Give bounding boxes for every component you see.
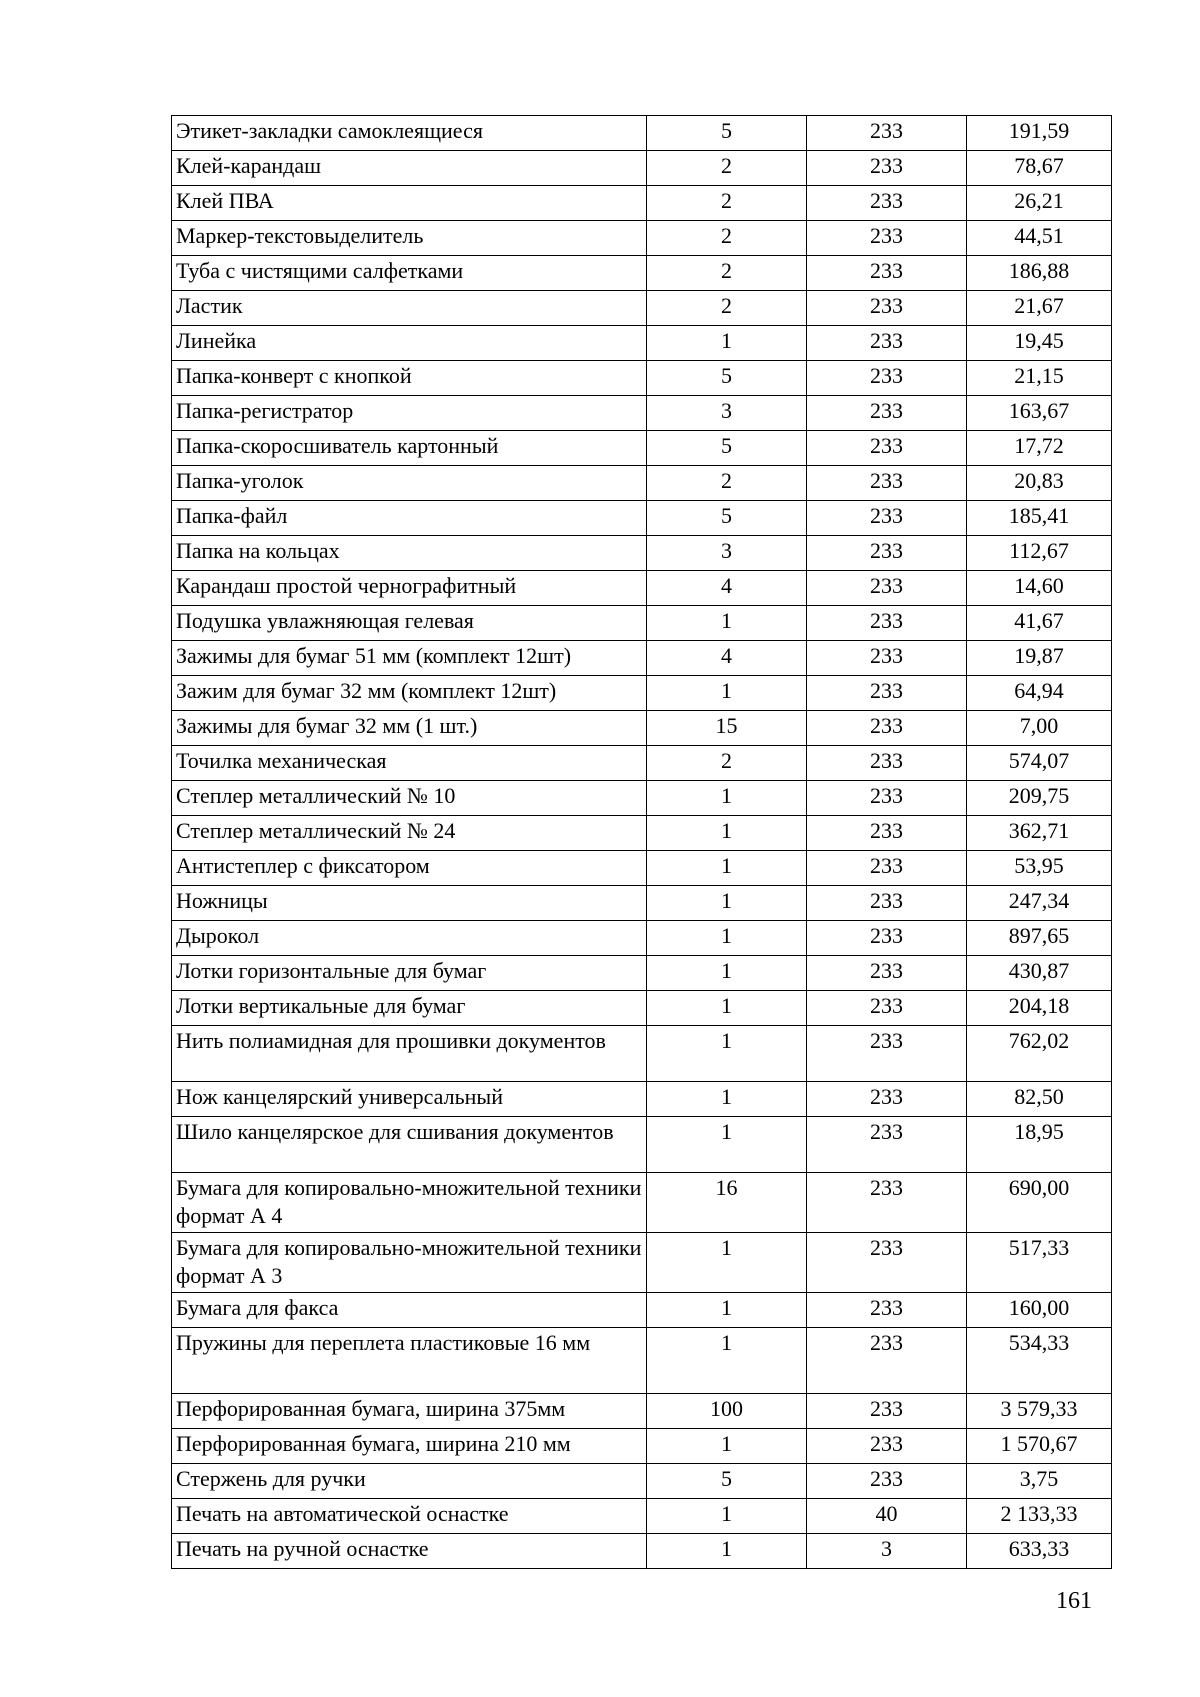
price-cell: 21,67 [967, 291, 1112, 326]
quantity-cell: 1 [647, 1293, 807, 1328]
item-name-cell: Лотки горизонтальные для бумаг [172, 956, 647, 991]
table-row [172, 466, 1112, 501]
quantity-cell: 5 [647, 361, 807, 396]
norm-cell: 233 [807, 1173, 967, 1233]
quantity-cell: 3 [647, 396, 807, 431]
quantity-cell: 1 [647, 781, 807, 816]
norm-cell: 233 [807, 886, 967, 921]
quantity-cell: 1 [647, 606, 807, 641]
price-cell: 517,33 [967, 1233, 1112, 1293]
table-row [172, 1117, 1112, 1173]
quantity-cell: 4 [647, 641, 807, 676]
item-name-cell: Шило канцелярское для сшивания документов [172, 1117, 647, 1173]
quantity-cell: 1 [647, 921, 807, 956]
item-name-cell: Подушка увлажняющая гелевая [172, 606, 647, 641]
item-name-cell: Карандаш простой чернографитный [172, 571, 647, 606]
table-row [172, 361, 1112, 396]
item-name-cell: Пружины для переплета пластиковые 16 мм [172, 1328, 647, 1394]
norm-cell: 233 [807, 571, 967, 606]
item-name-cell: Нить полиамидная для прошивки документов [172, 1026, 647, 1082]
norm-cell: 233 [807, 676, 967, 711]
table-row [172, 1082, 1112, 1117]
norm-cell: 233 [807, 1233, 967, 1293]
norm-cell: 233 [807, 991, 967, 1026]
price-cell: 534,33 [967, 1328, 1112, 1394]
price-cell: 44,51 [967, 221, 1112, 256]
price-cell: 82,50 [967, 1082, 1112, 1117]
item-name-cell: Бумага для копировально-множительной техники формат А 4 [172, 1173, 647, 1233]
quantity-cell: 1 [647, 956, 807, 991]
table-row [172, 1026, 1112, 1082]
price-cell: 3 579,33 [967, 1394, 1112, 1429]
table-row [172, 1429, 1112, 1464]
item-name-cell: Бумага для факса [172, 1293, 647, 1328]
price-cell: 690,00 [967, 1173, 1112, 1233]
item-name-cell: Клей-карандаш [172, 151, 647, 186]
quantity-cell: 2 [647, 256, 807, 291]
table-row [172, 956, 1112, 991]
price-cell: 362,71 [967, 816, 1112, 851]
price-cell: 3,75 [967, 1464, 1112, 1499]
norm-cell: 233 [807, 466, 967, 501]
item-name-cell: Папка-уголок [172, 466, 647, 501]
supplies-table [171, 115, 1112, 1569]
quantity-cell: 15 [647, 711, 807, 746]
quantity-cell: 3 [647, 536, 807, 571]
price-cell: 204,18 [967, 991, 1112, 1026]
price-cell: 574,07 [967, 746, 1112, 781]
item-name-cell: Линейка [172, 326, 647, 361]
table-row [172, 151, 1112, 186]
table-row [172, 291, 1112, 326]
table-row [172, 1293, 1112, 1328]
price-cell: 21,15 [967, 361, 1112, 396]
quantity-cell: 2 [647, 466, 807, 501]
table-row [172, 641, 1112, 676]
price-cell: 2 133,33 [967, 1499, 1112, 1534]
table-row [172, 606, 1112, 641]
item-name-cell: Бумага для копировально-множительной техники формат А 3 [172, 1233, 647, 1293]
table-row [172, 921, 1112, 956]
table-row [172, 851, 1112, 886]
table-row [172, 116, 1112, 151]
quantity-cell: 2 [647, 221, 807, 256]
norm-cell: 233 [807, 606, 967, 641]
price-cell: 64,94 [967, 676, 1112, 711]
price-cell: 7,00 [967, 711, 1112, 746]
table-row [172, 886, 1112, 921]
norm-cell: 233 [807, 396, 967, 431]
price-cell: 209,75 [967, 781, 1112, 816]
quantity-cell: 1 [647, 886, 807, 921]
norm-cell: 40 [807, 1499, 967, 1534]
item-name-cell: Папка-регистратор [172, 396, 647, 431]
table-row [172, 396, 1112, 431]
quantity-cell: 2 [647, 291, 807, 326]
norm-cell: 233 [807, 326, 967, 361]
norm-cell: 233 [807, 1293, 967, 1328]
price-cell: 191,59 [967, 116, 1112, 151]
norm-cell: 233 [807, 1026, 967, 1082]
table-row [172, 676, 1112, 711]
norm-cell: 233 [807, 361, 967, 396]
item-name-cell: Папка-файл [172, 501, 647, 536]
price-cell: 185,41 [967, 501, 1112, 536]
norm-cell: 233 [807, 291, 967, 326]
norm-cell: 233 [807, 1429, 967, 1464]
norm-cell: 233 [807, 1464, 967, 1499]
item-name-cell: Стержень для ручки [172, 1464, 647, 1499]
quantity-cell: 5 [647, 431, 807, 466]
item-name-cell: Печать на ручной оснастке [172, 1534, 647, 1569]
table-row [172, 326, 1112, 361]
quantity-cell: 1 [647, 1499, 807, 1534]
price-cell: 247,34 [967, 886, 1112, 921]
item-name-cell: Этикет-закладки самоклеящиеся [172, 116, 647, 151]
norm-cell: 233 [807, 816, 967, 851]
quantity-cell: 1 [647, 1429, 807, 1464]
item-name-cell: Перфорированная бумага, ширина 375мм [172, 1394, 647, 1429]
quantity-cell: 4 [647, 571, 807, 606]
price-cell: 897,65 [967, 921, 1112, 956]
norm-cell: 233 [807, 851, 967, 886]
table-row [172, 1499, 1112, 1534]
quantity-cell: 16 [647, 1173, 807, 1233]
price-cell: 14,60 [967, 571, 1112, 606]
price-cell: 18,95 [967, 1117, 1112, 1173]
table-row [172, 1328, 1112, 1394]
price-cell: 53,95 [967, 851, 1112, 886]
table-row [172, 1233, 1112, 1293]
item-name-cell: Точилка механическая [172, 746, 647, 781]
quantity-cell: 1 [647, 816, 807, 851]
norm-cell: 233 [807, 746, 967, 781]
table-body [172, 116, 1112, 1569]
norm-cell: 233 [807, 151, 967, 186]
table-row [172, 256, 1112, 291]
price-cell: 17,72 [967, 431, 1112, 466]
norm-cell: 233 [807, 431, 967, 466]
norm-cell: 233 [807, 501, 967, 536]
norm-cell: 233 [807, 711, 967, 746]
item-name-cell: Ножницы [172, 886, 647, 921]
quantity-cell: 5 [647, 1464, 807, 1499]
price-cell: 163,67 [967, 396, 1112, 431]
price-cell: 26,21 [967, 186, 1112, 221]
quantity-cell: 1 [647, 1233, 807, 1293]
norm-cell: 233 [807, 781, 967, 816]
table-row [172, 1394, 1112, 1429]
quantity-cell: 1 [647, 1082, 807, 1117]
item-name-cell: Нож канцелярский универсальный [172, 1082, 647, 1117]
table-row [172, 816, 1112, 851]
price-cell: 160,00 [967, 1293, 1112, 1328]
norm-cell: 233 [807, 256, 967, 291]
item-name-cell: Степлер металлический № 24 [172, 816, 647, 851]
table-row [172, 781, 1112, 816]
quantity-cell: 2 [647, 151, 807, 186]
quantity-cell: 5 [647, 116, 807, 151]
table-row [172, 186, 1112, 221]
price-cell: 633,33 [967, 1534, 1112, 1569]
table-row [172, 221, 1112, 256]
table-row [172, 431, 1112, 466]
page-number: 161 [1056, 1588, 1092, 1614]
table-row [172, 1464, 1112, 1499]
quantity-cell: 100 [647, 1394, 807, 1429]
item-name-cell: Ластик [172, 291, 647, 326]
norm-cell: 233 [807, 956, 967, 991]
quantity-cell: 1 [647, 676, 807, 711]
quantity-cell: 1 [647, 851, 807, 886]
table-row [172, 571, 1112, 606]
price-cell: 41,67 [967, 606, 1112, 641]
price-cell: 20,83 [967, 466, 1112, 501]
quantity-cell: 1 [647, 1117, 807, 1173]
item-name-cell: Дырокол [172, 921, 647, 956]
item-name-cell: Клей ПВА [172, 186, 647, 221]
item-name-cell: Зажим для бумаг 32 мм (комплект 12шт) [172, 676, 647, 711]
quantity-cell: 2 [647, 746, 807, 781]
price-cell: 1 570,67 [967, 1429, 1112, 1464]
table-row [172, 991, 1112, 1026]
item-name-cell: Маркер-текстовыделитель [172, 221, 647, 256]
quantity-cell: 1 [647, 991, 807, 1026]
item-name-cell: Папка на кольцах [172, 536, 647, 571]
item-name-cell: Папка-конверт с кнопкой [172, 361, 647, 396]
item-name-cell: Степлер металлический № 10 [172, 781, 647, 816]
quantity-cell: 1 [647, 1534, 807, 1569]
item-name-cell: Зажимы для бумаг 32 мм (1 шт.) [172, 711, 647, 746]
norm-cell: 233 [807, 116, 967, 151]
norm-cell: 233 [807, 221, 967, 256]
item-name-cell: Зажимы для бумаг 51 мм (комплект 12шт) [172, 641, 647, 676]
table-row [172, 501, 1112, 536]
item-name-cell: Печать на автоматической оснастке [172, 1499, 647, 1534]
norm-cell: 233 [807, 536, 967, 571]
norm-cell: 233 [807, 1117, 967, 1173]
item-name-cell: Папка-скоросшиватель картонный [172, 431, 647, 466]
quantity-cell: 5 [647, 501, 807, 536]
price-cell: 762,02 [967, 1026, 1112, 1082]
table-row [172, 536, 1112, 571]
table-row [172, 1173, 1112, 1233]
price-cell: 112,67 [967, 536, 1112, 571]
price-cell: 430,87 [967, 956, 1112, 991]
item-name-cell: Перфорированная бумага, ширина 210 мм [172, 1429, 647, 1464]
norm-cell: 233 [807, 1394, 967, 1429]
quantity-cell: 2 [647, 186, 807, 221]
norm-cell: 233 [807, 1082, 967, 1117]
item-name-cell: Лотки вертикальные для бумаг [172, 991, 647, 1026]
quantity-cell: 1 [647, 1328, 807, 1394]
norm-cell: 233 [807, 186, 967, 221]
table-row [172, 711, 1112, 746]
table-row [172, 746, 1112, 781]
quantity-cell: 1 [647, 1026, 807, 1082]
norm-cell: 233 [807, 921, 967, 956]
norm-cell: 3 [807, 1534, 967, 1569]
item-name-cell: Антистеплер с фиксатором [172, 851, 647, 886]
item-name-cell: Туба с чистящими салфетками [172, 256, 647, 291]
norm-cell: 233 [807, 1328, 967, 1394]
norm-cell: 233 [807, 641, 967, 676]
price-cell: 78,67 [967, 151, 1112, 186]
price-cell: 19,45 [967, 326, 1112, 361]
table-row [172, 1534, 1112, 1569]
price-cell: 186,88 [967, 256, 1112, 291]
price-cell: 19,87 [967, 641, 1112, 676]
quantity-cell: 1 [647, 326, 807, 361]
